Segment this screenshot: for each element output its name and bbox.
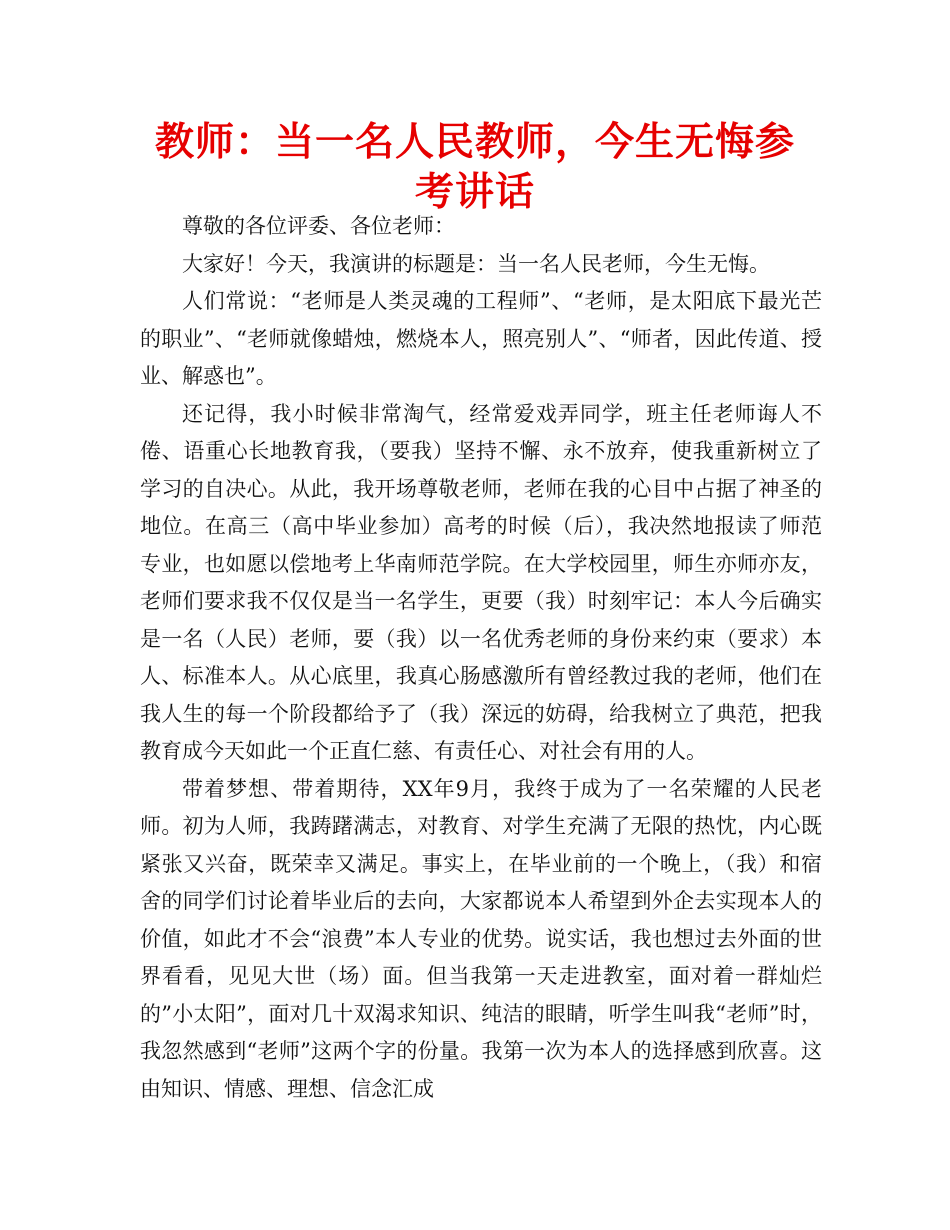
paragraph-career: 带着梦想、带着期待，XX年9月，我终于成为了一名荣耀的人民老师。初为人师，我踌躇满志，对教育、对学生充满了无限的热忱，内心既紧张又兴奋，既荣幸又满足。事实上，在毕业前的一个晚上，（我）和宿舍的同学们讨论着毕业后的去向，大家都说本人希望到外企去实现本人的价值，如此才不会“浪费”本人专业的优势。说实话，我也想过去外面的世界看看，见见大世（场）面。但当我第一天走进教室，面对着一群灿烂的”小太阳”，面对几十双渴求知识、纯洁的眼睛，听学生叫我“老师”时，我忽然感到“老师”这两个字的份量。我第一次为本人的选择感到欣喜。这由知识、情感、理想、信念汇成 xyxy=(140,776,822,1101)
document-body xyxy=(140,208,822,1108)
document-title: 教师：当一名人民教师，今生无悔参考讲话 xyxy=(154,120,795,215)
paragraph-quotes: 人们常说：“老师是人类灵魂的工程师”、“老师，是太阳底下最光芒的职业”、“老师就像蜡烛，燃烧本人，照亮别人”、“师者，因此传道、授业、解惑也”。 xyxy=(140,289,822,388)
salutation: 尊敬的各位评委、各位老师： xyxy=(182,214,455,238)
paragraph-childhood: 还记得，我小时候非常淘气，经常爱戏弄同学，班主任老师诲人不倦、语重心长地教育我，（要我）坚持不懈、永不放弃，使我重新树立了学习的自决心。从此，我开场尊敬老师，老师在我的心目中占据了神圣的地位。在高三（高中毕业参加）高考的时候（后），我决然地报读了师范专业，也如愿以偿地考上华南师范学院。在大学校园里，师生亦师亦友，老师们要求我不仅仅是当一名学生，更要（我）时刻牢记：本人今后确实是一名（人民）老师，要（我）以一名优秀老师的身份来约束（要求）本人、标准本人。从心底里，我真心肠感激所有曾经教过我的老师，他们在我人生的每一个阶段都给予了（我）深远的妨碍，给我树立了典范，把我教育成今天如此一个正直仁慈、有责任心、对社会有用的人。 xyxy=(140,401,822,763)
paragraph-greeting: 大家好！今天，我演讲的标题是：当一名人民老师，今生无悔。 xyxy=(182,251,770,276)
